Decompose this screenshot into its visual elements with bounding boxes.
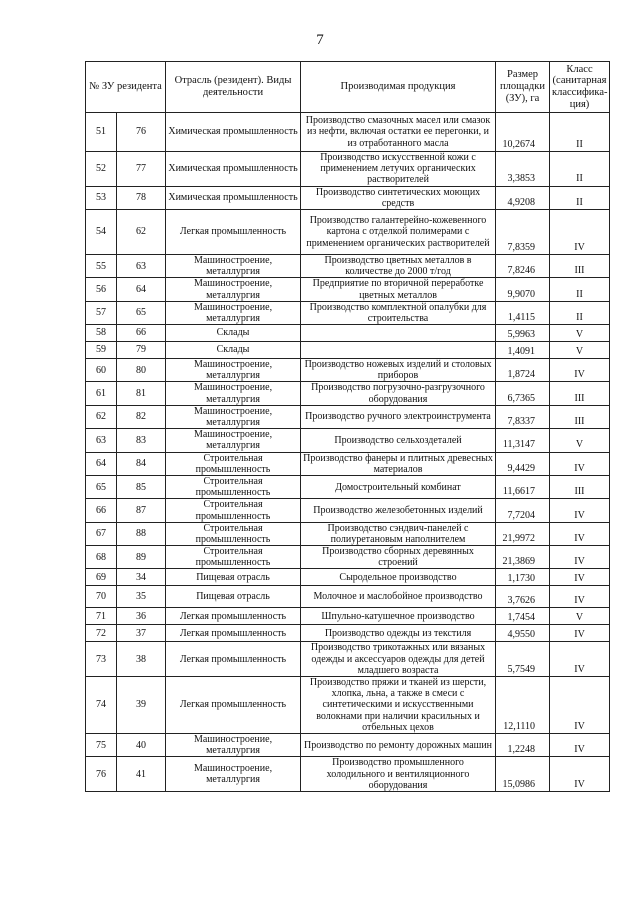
row-number-cell: 53: [86, 186, 117, 209]
table-row: [86, 546, 610, 569]
area-cell: 1,7454: [496, 608, 550, 625]
table-row: [86, 254, 610, 277]
table-row: [86, 301, 610, 324]
zu-number-cell: 77: [117, 152, 166, 187]
class-cell: IV: [550, 625, 610, 642]
zu-number-cell: 84: [117, 452, 166, 475]
sector-cell: Строительная промышленность: [166, 522, 301, 545]
sector-cell: Машиностроение, металлургия: [166, 429, 301, 452]
row-number-cell: 55: [86, 254, 117, 277]
table-row: [86, 569, 610, 586]
sector-cell: Строительная промышленность: [166, 546, 301, 569]
zu-number-cell: 63: [117, 254, 166, 277]
product-cell: Сыродельное производство: [301, 569, 496, 586]
sector-cell: Машиностроение, металлургия: [166, 733, 301, 756]
row-number-cell: 73: [86, 642, 117, 677]
class-cell: V: [550, 608, 610, 625]
table-row: [86, 608, 610, 625]
product-cell: Производство сельхоздеталей: [301, 429, 496, 452]
table-row: [86, 499, 610, 522]
sector-cell: Машиностроение, металлургия: [166, 405, 301, 428]
area-cell: 21,9972: [496, 522, 550, 545]
class-cell: IV: [550, 757, 610, 792]
zu-number-cell: 36: [117, 608, 166, 625]
class-cell: IV: [550, 642, 610, 677]
row-number-cell: 65: [86, 475, 117, 498]
sector-cell: Строительная промышленность: [166, 452, 301, 475]
table-row: [86, 586, 610, 608]
sector-cell: Склады: [166, 325, 301, 342]
class-cell: V: [550, 429, 610, 452]
row-number-cell: 71: [86, 608, 117, 625]
product-cell: Производство по ремонту дорожных машин: [301, 733, 496, 756]
area-cell: 11,3147: [496, 429, 550, 452]
area-cell: 4,9550: [496, 625, 550, 642]
table-body: [86, 113, 610, 792]
row-number-cell: 52: [86, 152, 117, 187]
row-number-cell: 59: [86, 342, 117, 359]
zu-number-cell: 65: [117, 301, 166, 324]
row-number-cell: 68: [86, 546, 117, 569]
class-cell: II: [550, 278, 610, 301]
table-row: [86, 429, 610, 452]
product-cell: Производство синтетических моющих средств: [301, 186, 496, 209]
zu-number-cell: 39: [117, 677, 166, 734]
area-cell: 3,7626: [496, 586, 550, 608]
class-cell: II: [550, 186, 610, 209]
table-row: [86, 522, 610, 545]
class-cell: V: [550, 342, 610, 359]
zu-number-cell: 78: [117, 186, 166, 209]
row-number-cell: 62: [86, 405, 117, 428]
product-cell: [301, 325, 496, 342]
zu-number-cell: 83: [117, 429, 166, 452]
area-cell: 9,9070: [496, 278, 550, 301]
product-cell: Предприятие по вторичной переработке цветных металлов: [301, 278, 496, 301]
row-number-cell: 69: [86, 569, 117, 586]
sector-cell: Машиностроение, металлургия: [166, 757, 301, 792]
product-cell: Производство ручного электроинструмента: [301, 405, 496, 428]
row-number-cell: 66: [86, 499, 117, 522]
area-cell: 3,3853: [496, 152, 550, 187]
zu-number-cell: 80: [117, 359, 166, 382]
sector-cell: Легкая промышленность: [166, 625, 301, 642]
area-cell: 1,2248: [496, 733, 550, 756]
area-cell: 7,8246: [496, 254, 550, 277]
product-cell: Производство сэндвич-панелей с полиуретановым наполнителем: [301, 522, 496, 545]
row-number-cell: 70: [86, 586, 117, 608]
sector-cell: Пищевая отрасль: [166, 569, 301, 586]
product-cell: Производство промышленного холодильного и вентиляционного оборудования: [301, 757, 496, 792]
zu-number-cell: 41: [117, 757, 166, 792]
product-cell: Производство смазочных масел или смазок из нефти, включая остатки ее перегонки, и из отработанного масла: [301, 113, 496, 152]
product-cell: Производство искусственной кожи с применением летучих органических растворителей: [301, 152, 496, 187]
zu-number-cell: 38: [117, 642, 166, 677]
row-number-cell: 61: [86, 382, 117, 405]
row-number-cell: 60: [86, 359, 117, 382]
row-number-cell: 75: [86, 733, 117, 756]
zu-number-cell: 37: [117, 625, 166, 642]
class-cell: III: [550, 254, 610, 277]
sector-cell: Легкая промышленность: [166, 642, 301, 677]
zu-number-cell: 87: [117, 499, 166, 522]
product-cell: Домостроительный комбинат: [301, 475, 496, 498]
sector-cell: Легкая промышленность: [166, 608, 301, 625]
row-number-cell: 51: [86, 113, 117, 152]
product-cell: Производство фанеры и плитных древесных материалов: [301, 452, 496, 475]
table-row: [86, 152, 610, 187]
row-number-cell: 56: [86, 278, 117, 301]
zu-number-cell: 35: [117, 586, 166, 608]
zu-number-cell: 66: [117, 325, 166, 342]
product-cell: [301, 342, 496, 359]
class-cell: III: [550, 382, 610, 405]
sector-cell: Строительная промышленность: [166, 475, 301, 498]
class-cell: IV: [550, 499, 610, 522]
zu-number-cell: 64: [117, 278, 166, 301]
area-cell: 12,1110: [496, 677, 550, 734]
table-row: [86, 278, 610, 301]
area-cell: 15,0986: [496, 757, 550, 792]
area-cell: 6,7365: [496, 382, 550, 405]
table-row: [86, 186, 610, 209]
zu-number-cell: 82: [117, 405, 166, 428]
header-sector: Отрасль (резидент). Виды деятельности: [166, 62, 301, 113]
sector-cell: Машиностроение, металлургия: [166, 382, 301, 405]
sector-cell: Машиностроение, металлургия: [166, 359, 301, 382]
zu-number-cell: 88: [117, 522, 166, 545]
zu-number-cell: 89: [117, 546, 166, 569]
sector-cell: Строительная промышленность: [166, 499, 301, 522]
product-cell: Шпульно-катушечное производство: [301, 608, 496, 625]
table-row: [86, 733, 610, 756]
area-cell: 21,3869: [496, 546, 550, 569]
sector-cell: Пищевая отрасль: [166, 586, 301, 608]
class-cell: IV: [550, 733, 610, 756]
row-number-cell: 74: [86, 677, 117, 734]
area-cell: 10,2674: [496, 113, 550, 152]
row-number-cell: 63: [86, 429, 117, 452]
class-cell: IV: [550, 569, 610, 586]
class-cell: IV: [550, 209, 610, 254]
table-row: [86, 625, 610, 642]
sector-cell: Химическая промышленность: [166, 152, 301, 187]
sector-cell: Легкая промышленность: [166, 677, 301, 734]
product-cell: Производство одежды из текстиля: [301, 625, 496, 642]
sector-cell: Машиностроение, металлургия: [166, 278, 301, 301]
table-row: [86, 475, 610, 498]
product-cell: Производство пряжи и тканей из шерсти, хлопка, льна, а также в смеси с синтетическими и искусственными волокнами при наличии красильных и отбельных цехов: [301, 677, 496, 734]
table-row: [86, 342, 610, 359]
table-row: [86, 113, 610, 152]
table-row: [86, 452, 610, 475]
sector-cell: Химическая промышленность: [166, 186, 301, 209]
area-cell: 4,9208: [496, 186, 550, 209]
product-cell: Производство комплектной опалубки для строительства: [301, 301, 496, 324]
table-row: [86, 359, 610, 382]
area-cell: 1,1730: [496, 569, 550, 586]
table-row: [86, 325, 610, 342]
zu-number-cell: 34: [117, 569, 166, 586]
row-number-cell: 54: [86, 209, 117, 254]
class-cell: II: [550, 113, 610, 152]
area-cell: 11,6617: [496, 475, 550, 498]
zu-number-cell: 40: [117, 733, 166, 756]
class-cell: IV: [550, 452, 610, 475]
table-row: [86, 209, 610, 254]
class-cell: III: [550, 405, 610, 428]
header-resident-no: № ЗУ резидента: [86, 62, 166, 113]
header-class: Класс (санитарная классифика-ция): [550, 62, 610, 113]
table-row: [86, 642, 610, 677]
area-cell: 5,9963: [496, 325, 550, 342]
row-number-cell: 64: [86, 452, 117, 475]
row-number-cell: 57: [86, 301, 117, 324]
product-cell: Производство галантерейно-кожевенного картона с отделкой полимерами с применением органических растворителей: [301, 209, 496, 254]
zu-number-cell: 62: [117, 209, 166, 254]
product-cell: Производство железобетонных изделий: [301, 499, 496, 522]
class-cell: IV: [550, 546, 610, 569]
area-cell: 9,4429: [496, 452, 550, 475]
row-number-cell: 72: [86, 625, 117, 642]
header-product: Производимая продукция: [301, 62, 496, 113]
zu-number-cell: 81: [117, 382, 166, 405]
sector-cell: Легкая промышленность: [166, 209, 301, 254]
product-cell: Производство погрузочно-разгрузочного оборудования: [301, 382, 496, 405]
header-area: Размер площадки (ЗУ), га: [496, 62, 550, 113]
zu-number-cell: 76: [117, 113, 166, 152]
product-cell: Производство ножевых изделий и столовых приборов: [301, 359, 496, 382]
class-cell: IV: [550, 359, 610, 382]
table-row: [86, 405, 610, 428]
product-cell: Производство цветных металлов в количестве до 2000 т/год: [301, 254, 496, 277]
table-header-row: [86, 62, 610, 113]
class-cell: II: [550, 152, 610, 187]
row-number-cell: 58: [86, 325, 117, 342]
class-cell: III: [550, 475, 610, 498]
zu-number-cell: 85: [117, 475, 166, 498]
table-row: [86, 382, 610, 405]
area-cell: 1,8724: [496, 359, 550, 382]
area-cell: 1,4091: [496, 342, 550, 359]
product-cell: Производство сборных деревянных строений: [301, 546, 496, 569]
area-cell: 7,8337: [496, 405, 550, 428]
residents-table: [85, 61, 610, 792]
area-cell: 7,8359: [496, 209, 550, 254]
row-number-cell: 67: [86, 522, 117, 545]
class-cell: IV: [550, 586, 610, 608]
sector-cell: Машиностроение, металлургия: [166, 254, 301, 277]
page-number: 7: [316, 32, 324, 48]
area-cell: 7,7204: [496, 499, 550, 522]
sector-cell: Машиностроение, металлургия: [166, 301, 301, 324]
class-cell: IV: [550, 677, 610, 734]
product-cell: Молочное и маслобойное производство: [301, 586, 496, 608]
table-row: [86, 677, 610, 734]
area-cell: 1,4115: [496, 301, 550, 324]
class-cell: II: [550, 301, 610, 324]
row-number-cell: 76: [86, 757, 117, 792]
zu-number-cell: 79: [117, 342, 166, 359]
sector-cell: Склады: [166, 342, 301, 359]
class-cell: IV: [550, 522, 610, 545]
product-cell: Производство трикотажных или вязаных одежды и аксессуаров одежды для детей младшего возраста: [301, 642, 496, 677]
sector-cell: Химическая промышленность: [166, 113, 301, 152]
table-row: [86, 757, 610, 792]
area-cell: 5,7549: [496, 642, 550, 677]
class-cell: V: [550, 325, 610, 342]
